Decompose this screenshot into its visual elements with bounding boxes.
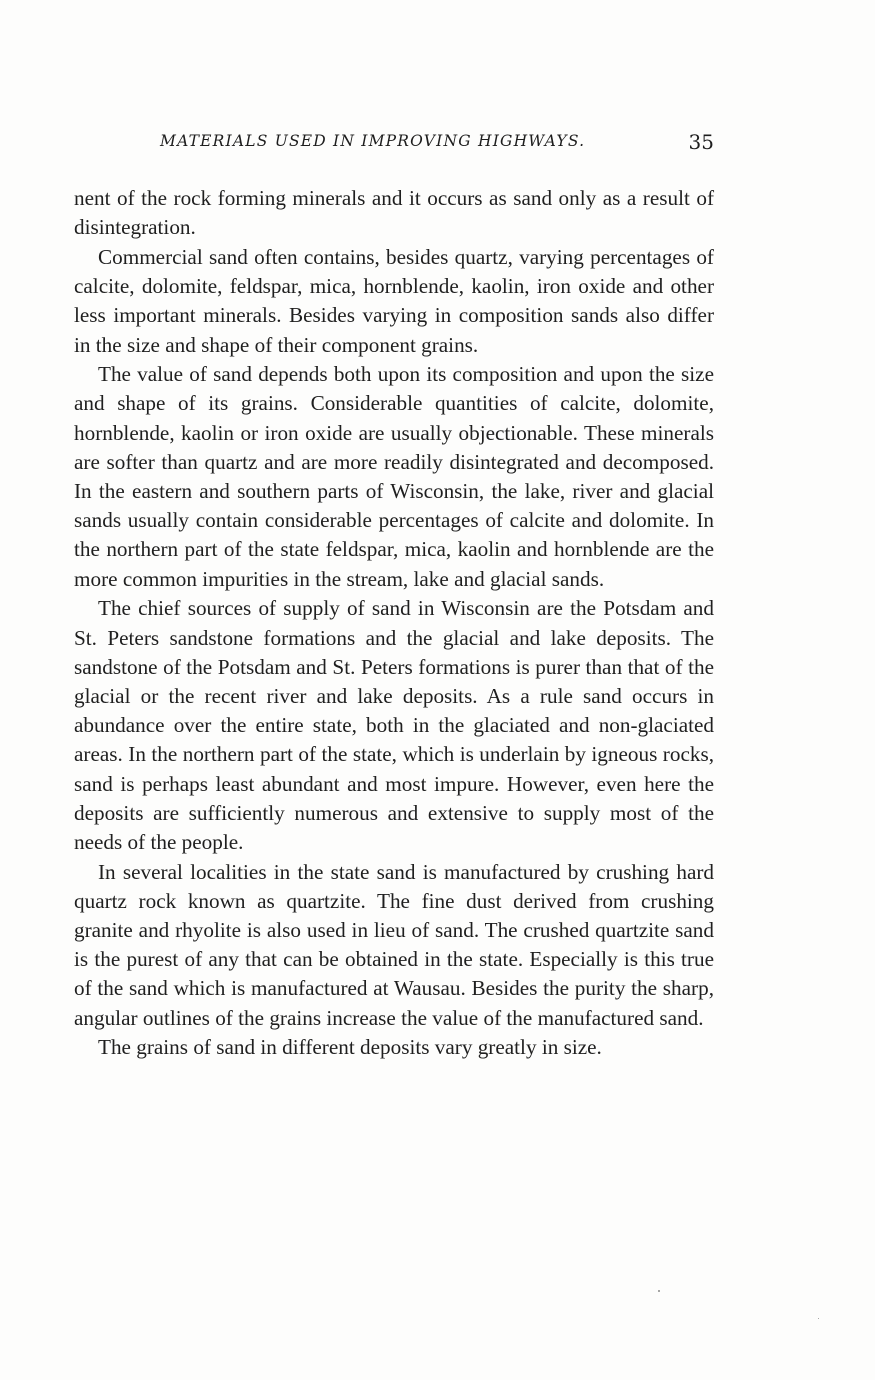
body-text bbox=[74, 184, 714, 1063]
page-header bbox=[74, 128, 714, 168]
running-head: MATERIALS USED IN IMPROVING HIGHWAYS. bbox=[160, 132, 586, 150]
paragraph-continuation: nent of the rock forming minerals and it occurs as sand only as a result of disintegration. bbox=[74, 186, 714, 240]
paper-speck bbox=[818, 1318, 819, 1319]
paper-speck bbox=[658, 1290, 660, 1292]
paragraph-manufactured-sand: In several localities in the state sand is manufactured by crushing hard quartz rock known as quartzite. The fine dust derived from crushing granite and rhyolite is also used in lieu of sand. The crushed quartzite sand is the purest of any that can be obtained in the state. Especially is this true of the sand which is manufactured at Wausau. Besides the purity the sharp, angular outlines of the grains increase the value of the manufactured sand. bbox=[74, 859, 714, 1030]
paragraph-value-of-sand: The value of sand depends both upon its composition and upon the size and shape of its grains. Considerable quantities of calcite, dolomite, hornblende, kaolin or iron oxide are usually objectionable. These minerals are softer than quartz and are more readily disintegrated and decomposed. In the eastern and southern parts of Wisconsin, the lake, river and glacial sands usually contain considerable percentages of calcite and dolomite. In the northern part of the state feldspar, mica, kaolin and hornblende are the more common impurities in the stream, lake and glacial sands. bbox=[74, 362, 714, 591]
paragraph-sources-of-supply: The chief sources of supply of sand in Wisconsin are the Potsdam and St. Peters sandstone formations and the glacial and lake deposits. The sandstone of the Potsdam and St. Peters formations is purer than that of the glacial or the recent river and lake deposits. As a rule sand occurs in abundance over the entire state, both in the glaciated and non-glaciated areas. In the northern part of the state, which is underlain by igneous rocks, sand is perhaps least abundant and most impure. However, even here the deposits are sufficiently numerous and extensive to supply most of the needs of the people. bbox=[74, 596, 714, 854]
paragraph-grain-size: The grains of sand in different deposits vary greatly in size. bbox=[98, 1035, 602, 1060]
page-number: 35 bbox=[688, 130, 714, 154]
paragraph-commercial-sand: Commercial sand often contains, besides quartz, varying percentages of calcite, dolomite, feldspar, mica, hornblende, kaolin, iron oxide and other less important minerals. Besides varying in composition sands also differ in the size and shape of their component grains. bbox=[74, 244, 714, 357]
